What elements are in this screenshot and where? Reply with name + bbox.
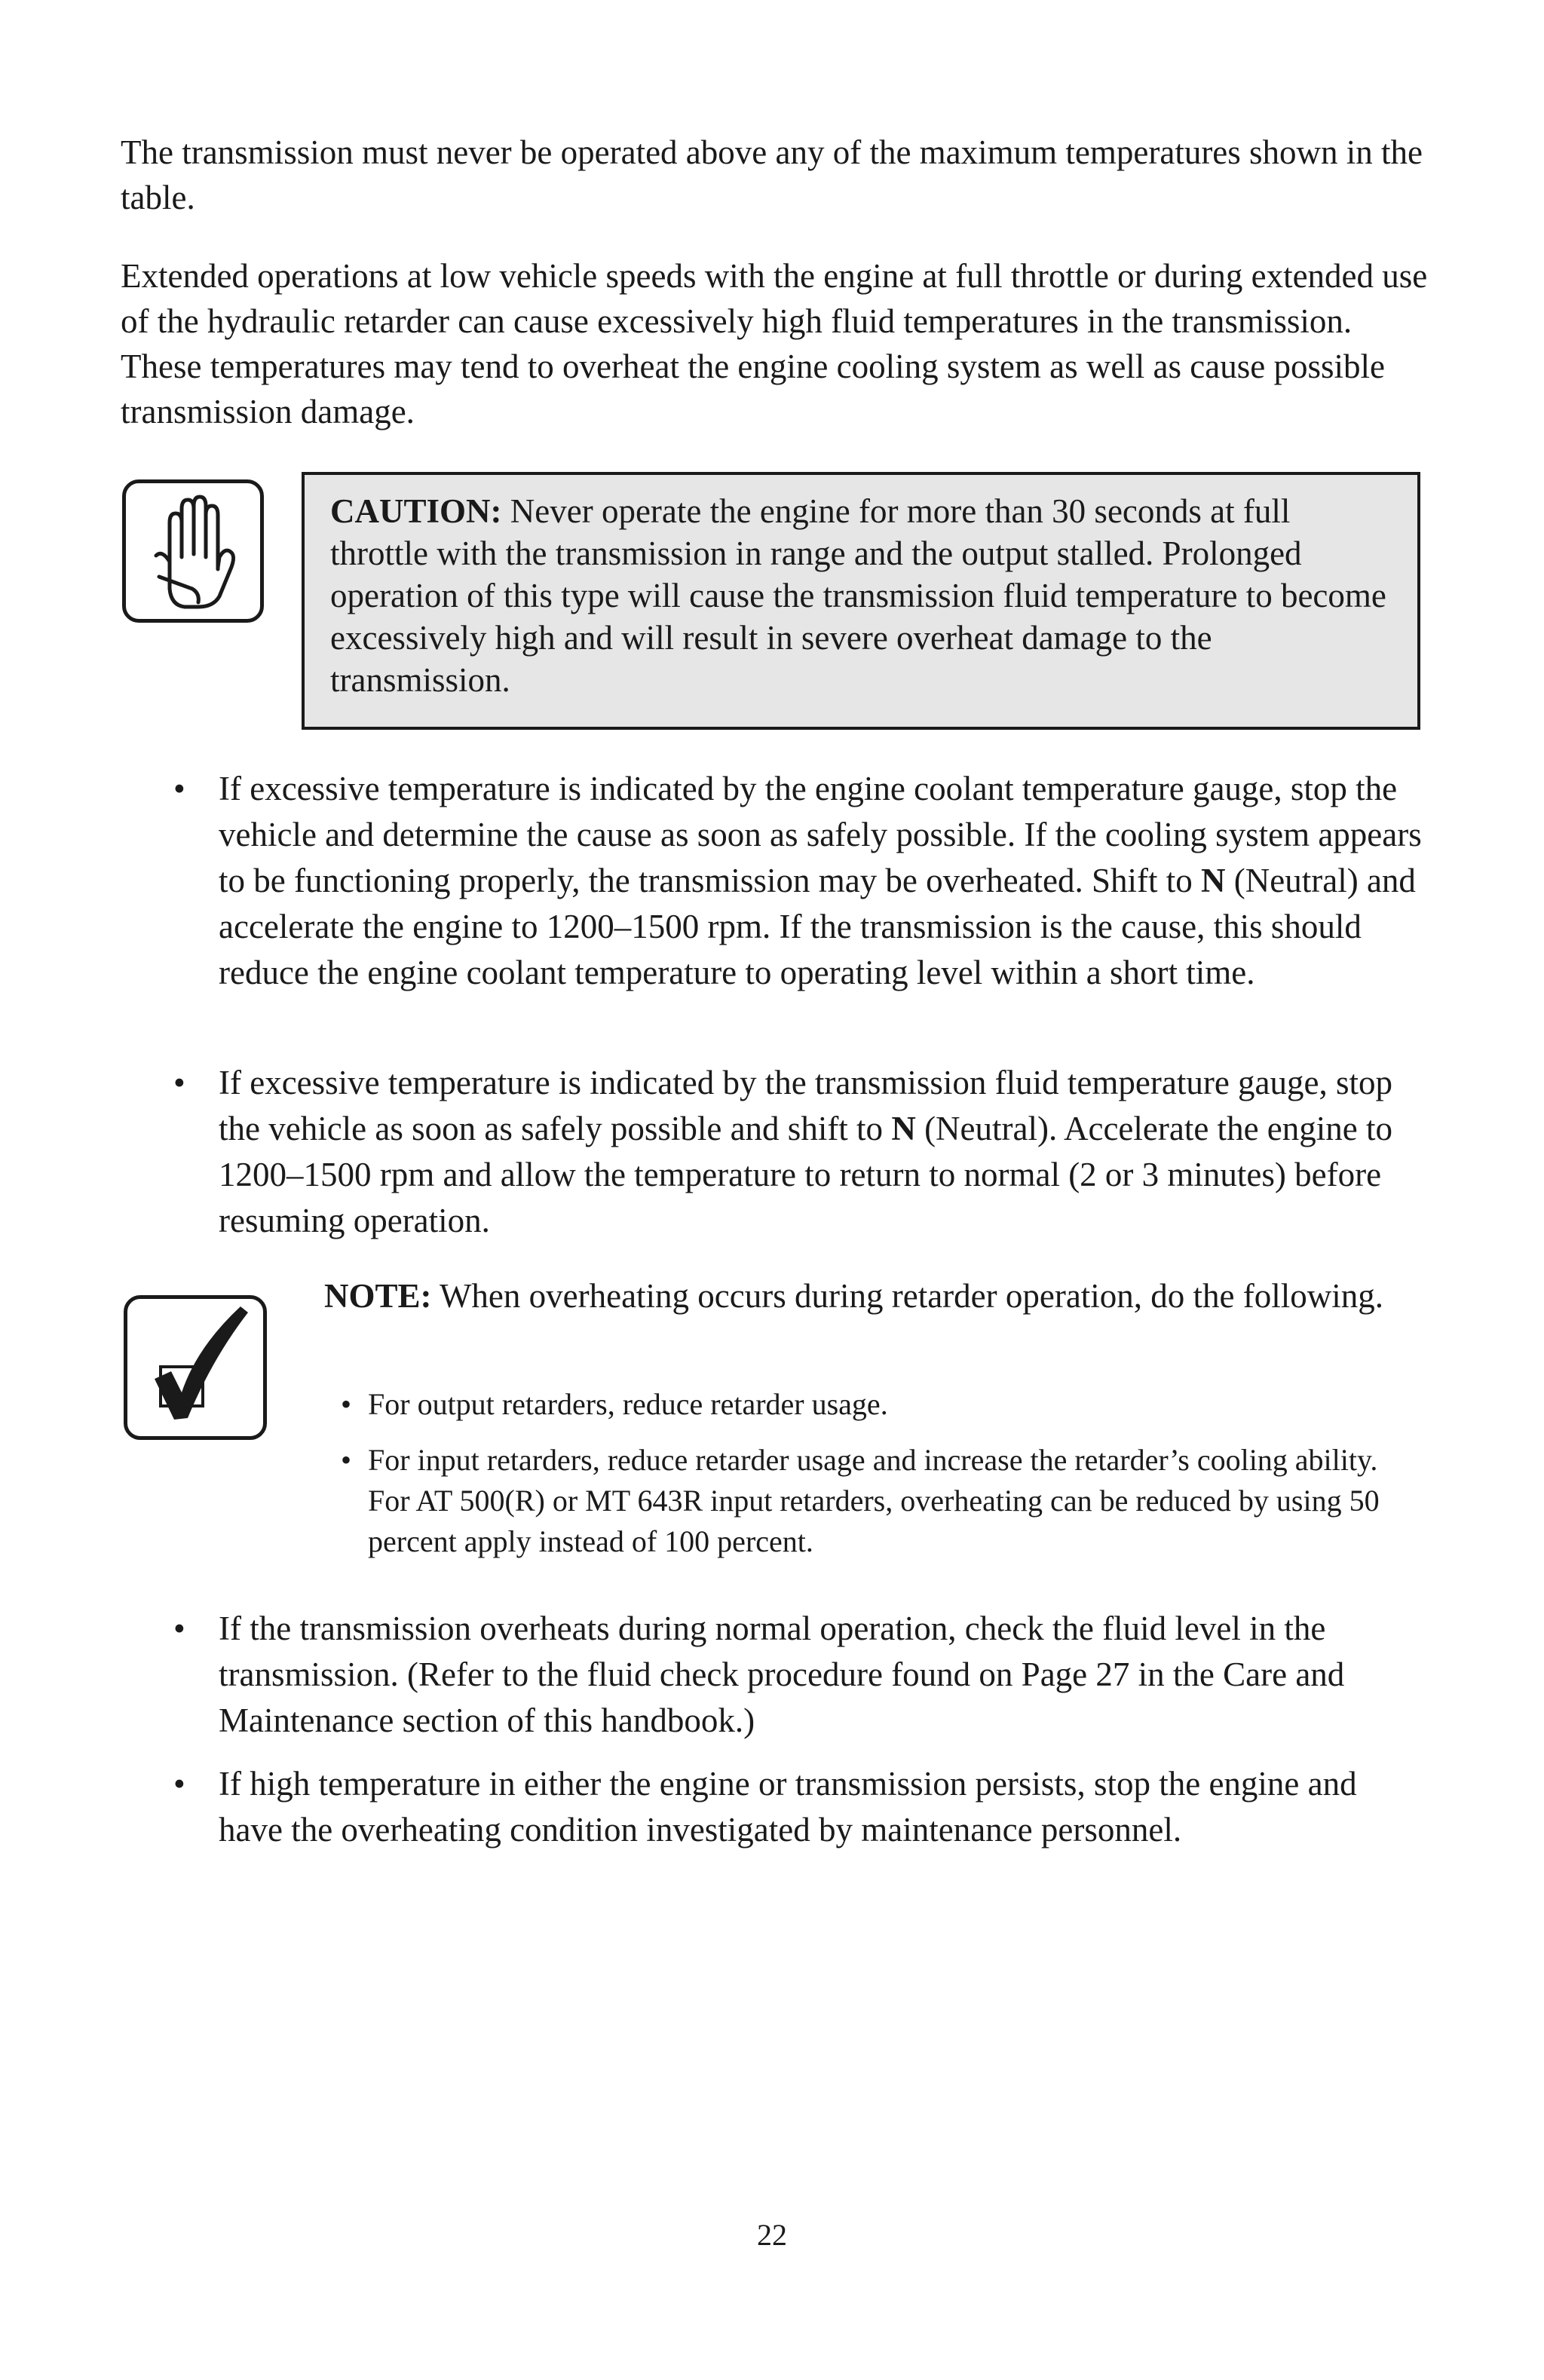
page-number: 22 <box>757 2218 787 2252</box>
bullet-text: If excessive temperature is indicated by the transmission fluid temperature gauge, stop the vehicle as soon as safely possible and shift to <box>219 1064 1393 1147</box>
intro-paragraph-2: Extended operations at low vehicle speeds with the engine at full throttle or during extended use of the hydraulic retarder can cause excessively high fluid temperatures in the transmission. These temperatures may tend to overheat the engine cooling system as well as cause possible transmission damage. <box>121 257 1428 430</box>
caution-label: CAUTION: <box>330 492 502 530</box>
note-text: When overheating occurs during retarder operation, do the following. <box>431 1277 1384 1315</box>
caution-box <box>302 472 1420 730</box>
bullet-text: (Neutral). Accelerate the engine to 1200–1500 rpm and allow the temperature to return to normal (2 or 3 minutes) before resuming operation. <box>219 1110 1392 1239</box>
list-item <box>341 1440 1426 1562</box>
hand-icon <box>122 479 264 623</box>
bullet-dot: • <box>173 1610 185 1647</box>
bullet-text: If high temperature in either the engine or transmission persists, stop the engine and have the overheating condition investigated by maintenance personnel. <box>219 1765 1357 1849</box>
bullet-dot: • <box>341 1387 352 1421</box>
list-item <box>173 766 1425 996</box>
bullet-dot: • <box>173 1064 185 1101</box>
bullet-dot: • <box>341 1443 352 1477</box>
note-item-text: For output retarders, reduce retarder usage. <box>368 1387 888 1421</box>
bullet-bold: N <box>891 1110 916 1147</box>
bullet-bold: N <box>1201 862 1226 899</box>
note-block <box>324 1274 1425 1318</box>
caution-text: Never operate the engine for more than 30 seconds at full throttle with the transmission in range and the output stalled. Prolonged operation of this type will cause the transmission fluid temperature to become excessively high and will result in severe overheat damage to the transmission. <box>330 492 1386 699</box>
list-item <box>341 1384 1426 1425</box>
list-item <box>173 1060 1425 1244</box>
note-item-text: For input retarders, reduce retarder usage and increase the retarder’s cooling ability. For AT 500(R) or MT 643R input retarders, overheating can be reduced by using 50 percent apply instead of 100 percent. <box>368 1443 1380 1558</box>
note-label: NOTE: <box>324 1277 432 1315</box>
list-item <box>173 1606 1425 1744</box>
bullet-dot: • <box>173 1765 185 1803</box>
checkmark-icon <box>124 1295 267 1440</box>
bullet-text: If excessive temperature is indicated by the engine coolant temperature gauge, stop the vehicle and determine the cause as soon as safely possible. If the cooling system appears to be functioning properly, the transmission may be overheated. Shift to <box>219 770 1422 899</box>
list-item <box>173 1761 1425 1853</box>
bullet-dot: • <box>173 770 185 807</box>
intro-paragraph-1: The transmission must never be operated above any of the maximum temperatures shown in the table. <box>121 133 1423 216</box>
bullet-text: (Neutral) and accelerate the engine to 1200–1500 rpm. If the transmission is the cause, this should reduce the engine coolant temperature to operating level within a short time. <box>219 862 1416 991</box>
bullet-text: If the transmission overheats during normal operation, check the fluid level in the transmission. (Refer to the fluid check procedure found on Page 27 in the Care and Maintenance section of this handbook.) <box>219 1610 1345 1739</box>
